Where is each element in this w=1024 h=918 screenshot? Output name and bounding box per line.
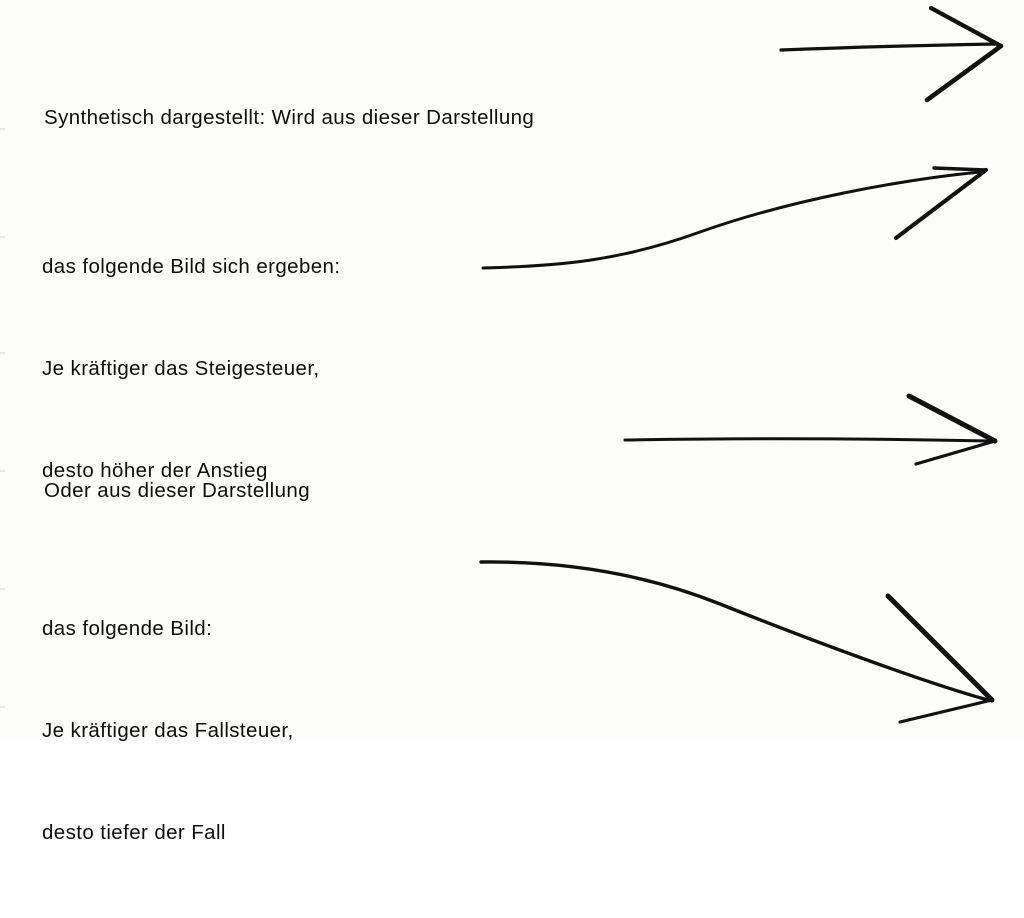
caption-line: Oder aus dieser Darstellung [44, 479, 311, 502]
page-edge-mark [0, 588, 5, 590]
page-edge-mark [0, 236, 5, 238]
caption-line: Synthetisch dargestellt: Wird aus dieser Darstellung [44, 106, 535, 129]
page-edge-mark [0, 352, 5, 354]
caption-line: Je kräftiger das Steigesteuer, [42, 357, 320, 380]
caption-block-synthetic [44, 33, 534, 203]
arrow-rising-curve-icon [483, 168, 986, 268]
caption-line: das folgende Bild: [42, 617, 213, 640]
page-edge-mark [0, 706, 5, 708]
page-edge-mark [0, 128, 5, 130]
arrow-straight-middle-icon [625, 396, 995, 464]
arrow-straight-top-icon [781, 8, 1001, 100]
caption-block-falling [42, 544, 294, 918]
caption-line: desto höher der Anstieg [42, 459, 268, 482]
caption-line: das folgende Bild sich ergeben: [42, 255, 341, 278]
page-edge-mark [0, 470, 5, 472]
caption-line: desto tiefer der Fall [42, 821, 226, 844]
arrow-falling-curve-icon [481, 562, 992, 722]
caption-line: Je kräftiger das Fallsteuer, [42, 719, 294, 742]
